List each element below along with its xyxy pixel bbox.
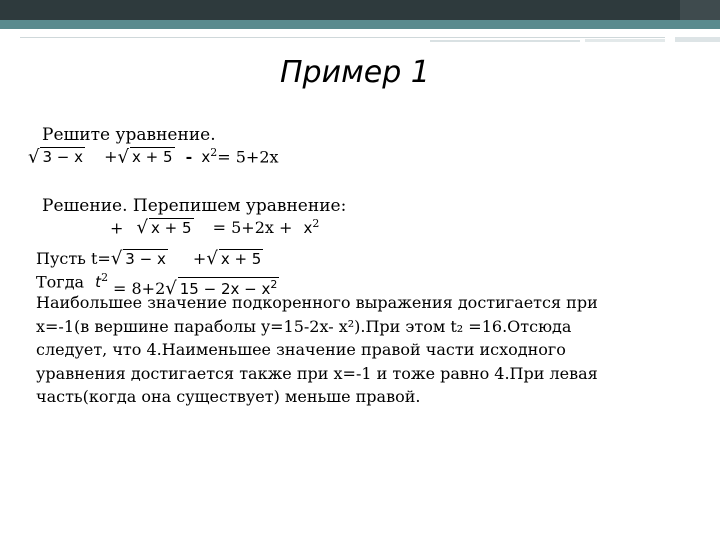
x-term: x: [303, 219, 313, 238]
radicand-text: 15 − 2x − x: [179, 280, 271, 298]
then-line: [36, 271, 108, 291]
solution-heading: Решение. Перепишем уравнение:: [42, 196, 347, 216]
slide-title: Пример 1: [280, 55, 430, 90]
exponent: 2: [312, 217, 320, 230]
rhs: = 8+2: [113, 279, 166, 298]
plus-sign: +: [192, 249, 207, 268]
sqrt-icon: √: [110, 248, 123, 269]
slide-accent-bar: [0, 20, 720, 29]
plus-sign: +: [110, 218, 124, 238]
decorative-line: [430, 40, 580, 42]
x-term: x: [201, 148, 211, 167]
task-text: Решите уравнение.: [42, 125, 216, 145]
let-label: Пусть t=: [36, 249, 111, 268]
radicand: x + 5: [220, 250, 262, 268]
minus-sign: -: [185, 147, 193, 167]
plus-sign: +: [104, 147, 118, 167]
decorative-line: [585, 39, 665, 42]
rhs: = 5+2x +: [212, 218, 293, 238]
equation-rewritten: [110, 217, 319, 238]
sqrt-icon: √: [28, 146, 40, 168]
exponent: 2: [270, 278, 278, 291]
then-label: Тогда: [36, 272, 85, 292]
sqrt-icon: √: [206, 248, 218, 269]
slide-header-bar: [0, 0, 720, 20]
sqrt-icon: √: [117, 146, 129, 168]
slide-header-corner: [680, 0, 720, 20]
radicand: 3 − x: [125, 250, 166, 268]
exponent: 2: [210, 146, 218, 159]
t-variable: t: [95, 273, 102, 292]
radicand: x + 5: [132, 148, 173, 167]
radicand: 3 − x: [42, 148, 84, 167]
radicand: x + 5: [150, 219, 192, 238]
substitution-line: [36, 248, 263, 269]
sqrt-icon: √: [136, 217, 148, 239]
decorative-line: [675, 37, 720, 42]
sqrt-icon: √: [165, 278, 177, 299]
exponent: 2: [101, 271, 109, 284]
explanation-paragraph: Наибольшее значение подкоренного выражения достигается при x=-1(в вершине параболы y=15-2x- x²).При этом t₂ =16.Отсюда следует, что 4.Наименьшее значение правой части исходного уравнения достигается также при x=-1 и тоже равно 4.При левая часть(когда она существует) меньше правой.: [36, 293, 598, 406]
equation-original: [28, 146, 279, 167]
decorative-line: [20, 37, 665, 38]
rhs: = 5+2x: [217, 147, 279, 167]
